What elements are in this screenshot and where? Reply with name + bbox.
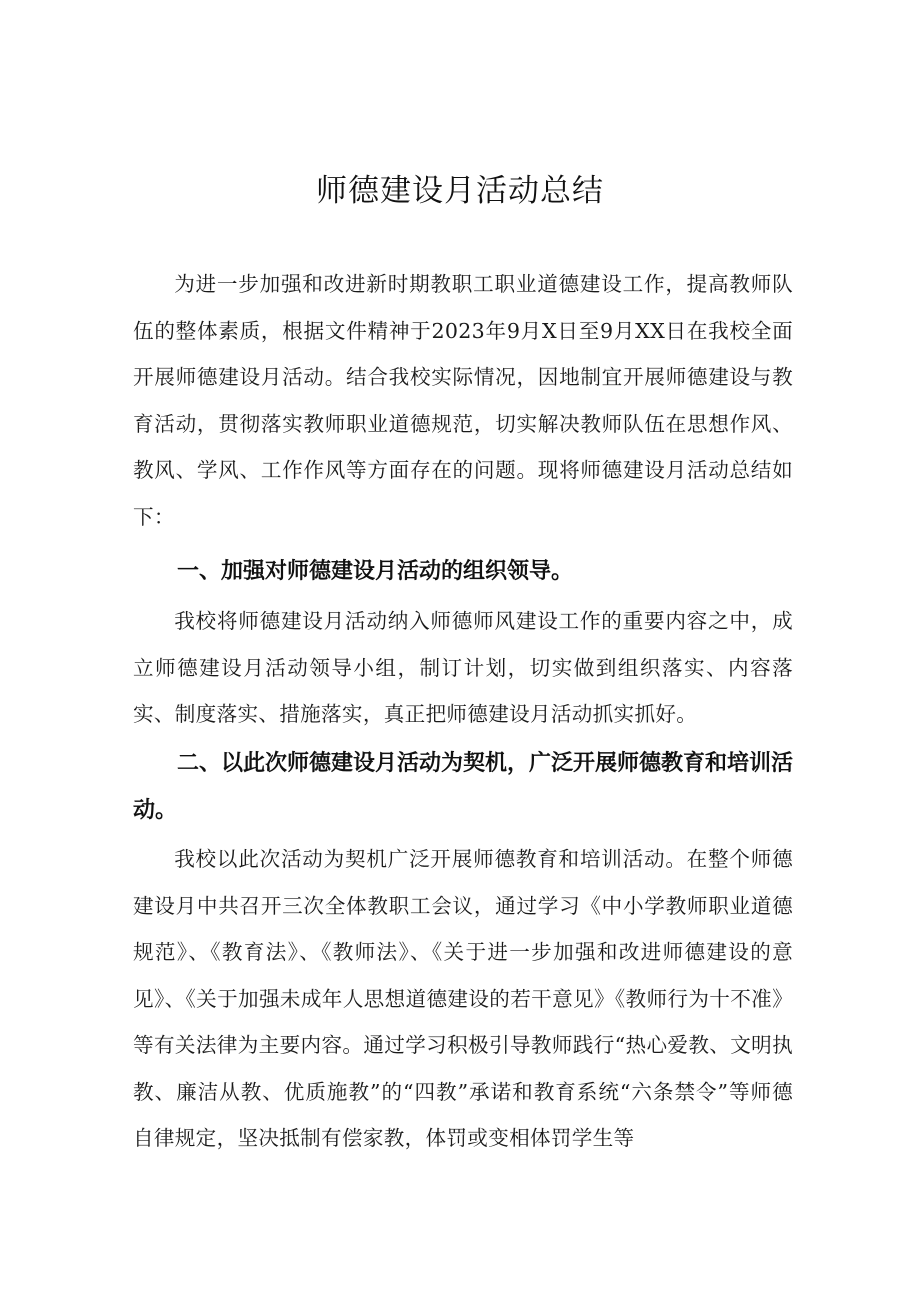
section-heading-1: 一、加强对师德建设月活动的组织领导。: [177, 559, 574, 584]
document-title: 师德建设月活动总结: [316, 173, 604, 209]
intro-paragraph: 为进一步加强和改进新时期教职工职业道德建设工作，提高教师队伍的整体素质，根据文件精神于2023年9月X日至9月XX日在我校全面开展师德建设月活动。结合我校实际情况，因地制宜开展师德建设与教育活动，贯彻落实教师职业道德规范，切实解决教师队伍在思想作风、教风、学风、工作作风等方面存在的问题。现将师德建设月活动总结如下：: [133, 272, 793, 529]
section-2-paragraph: 我校以此次活动为契机广泛开展师德教育和培训活动。在整个师德建设月中共召开三次全体教职工会议，通过学习《中小学教师职业道德规范》、《教育法》、《教师法》、《关于进一步加强和改进师德建设的意见》、《关于加强未成年人思想道德建设的若干意见》《教师行为十不准》等有关法律为主要内容。通过学习积极引导教师践行“热心爱教、文明执教、廉洁从教、优质施教”的“四教”承诺和教育系统“六条禁令”等师德自律规定，坚决抵制有偿家教，体罚或变相体罚学生等: [133, 847, 793, 1150]
section-1-paragraph: 我校将师德建设月活动纳入师德师风建设工作的重要内容之中，成立师德建设月活动领导小组，制订计划，切实做到组织落实、内容落实、制度落实、措施落实，真正把师德建设月活动抓实抓好。: [133, 609, 793, 726]
section-heading-2: 二、以此次师德建设月活动为契机，广泛开展师德教育和培训活动。: [133, 751, 794, 823]
